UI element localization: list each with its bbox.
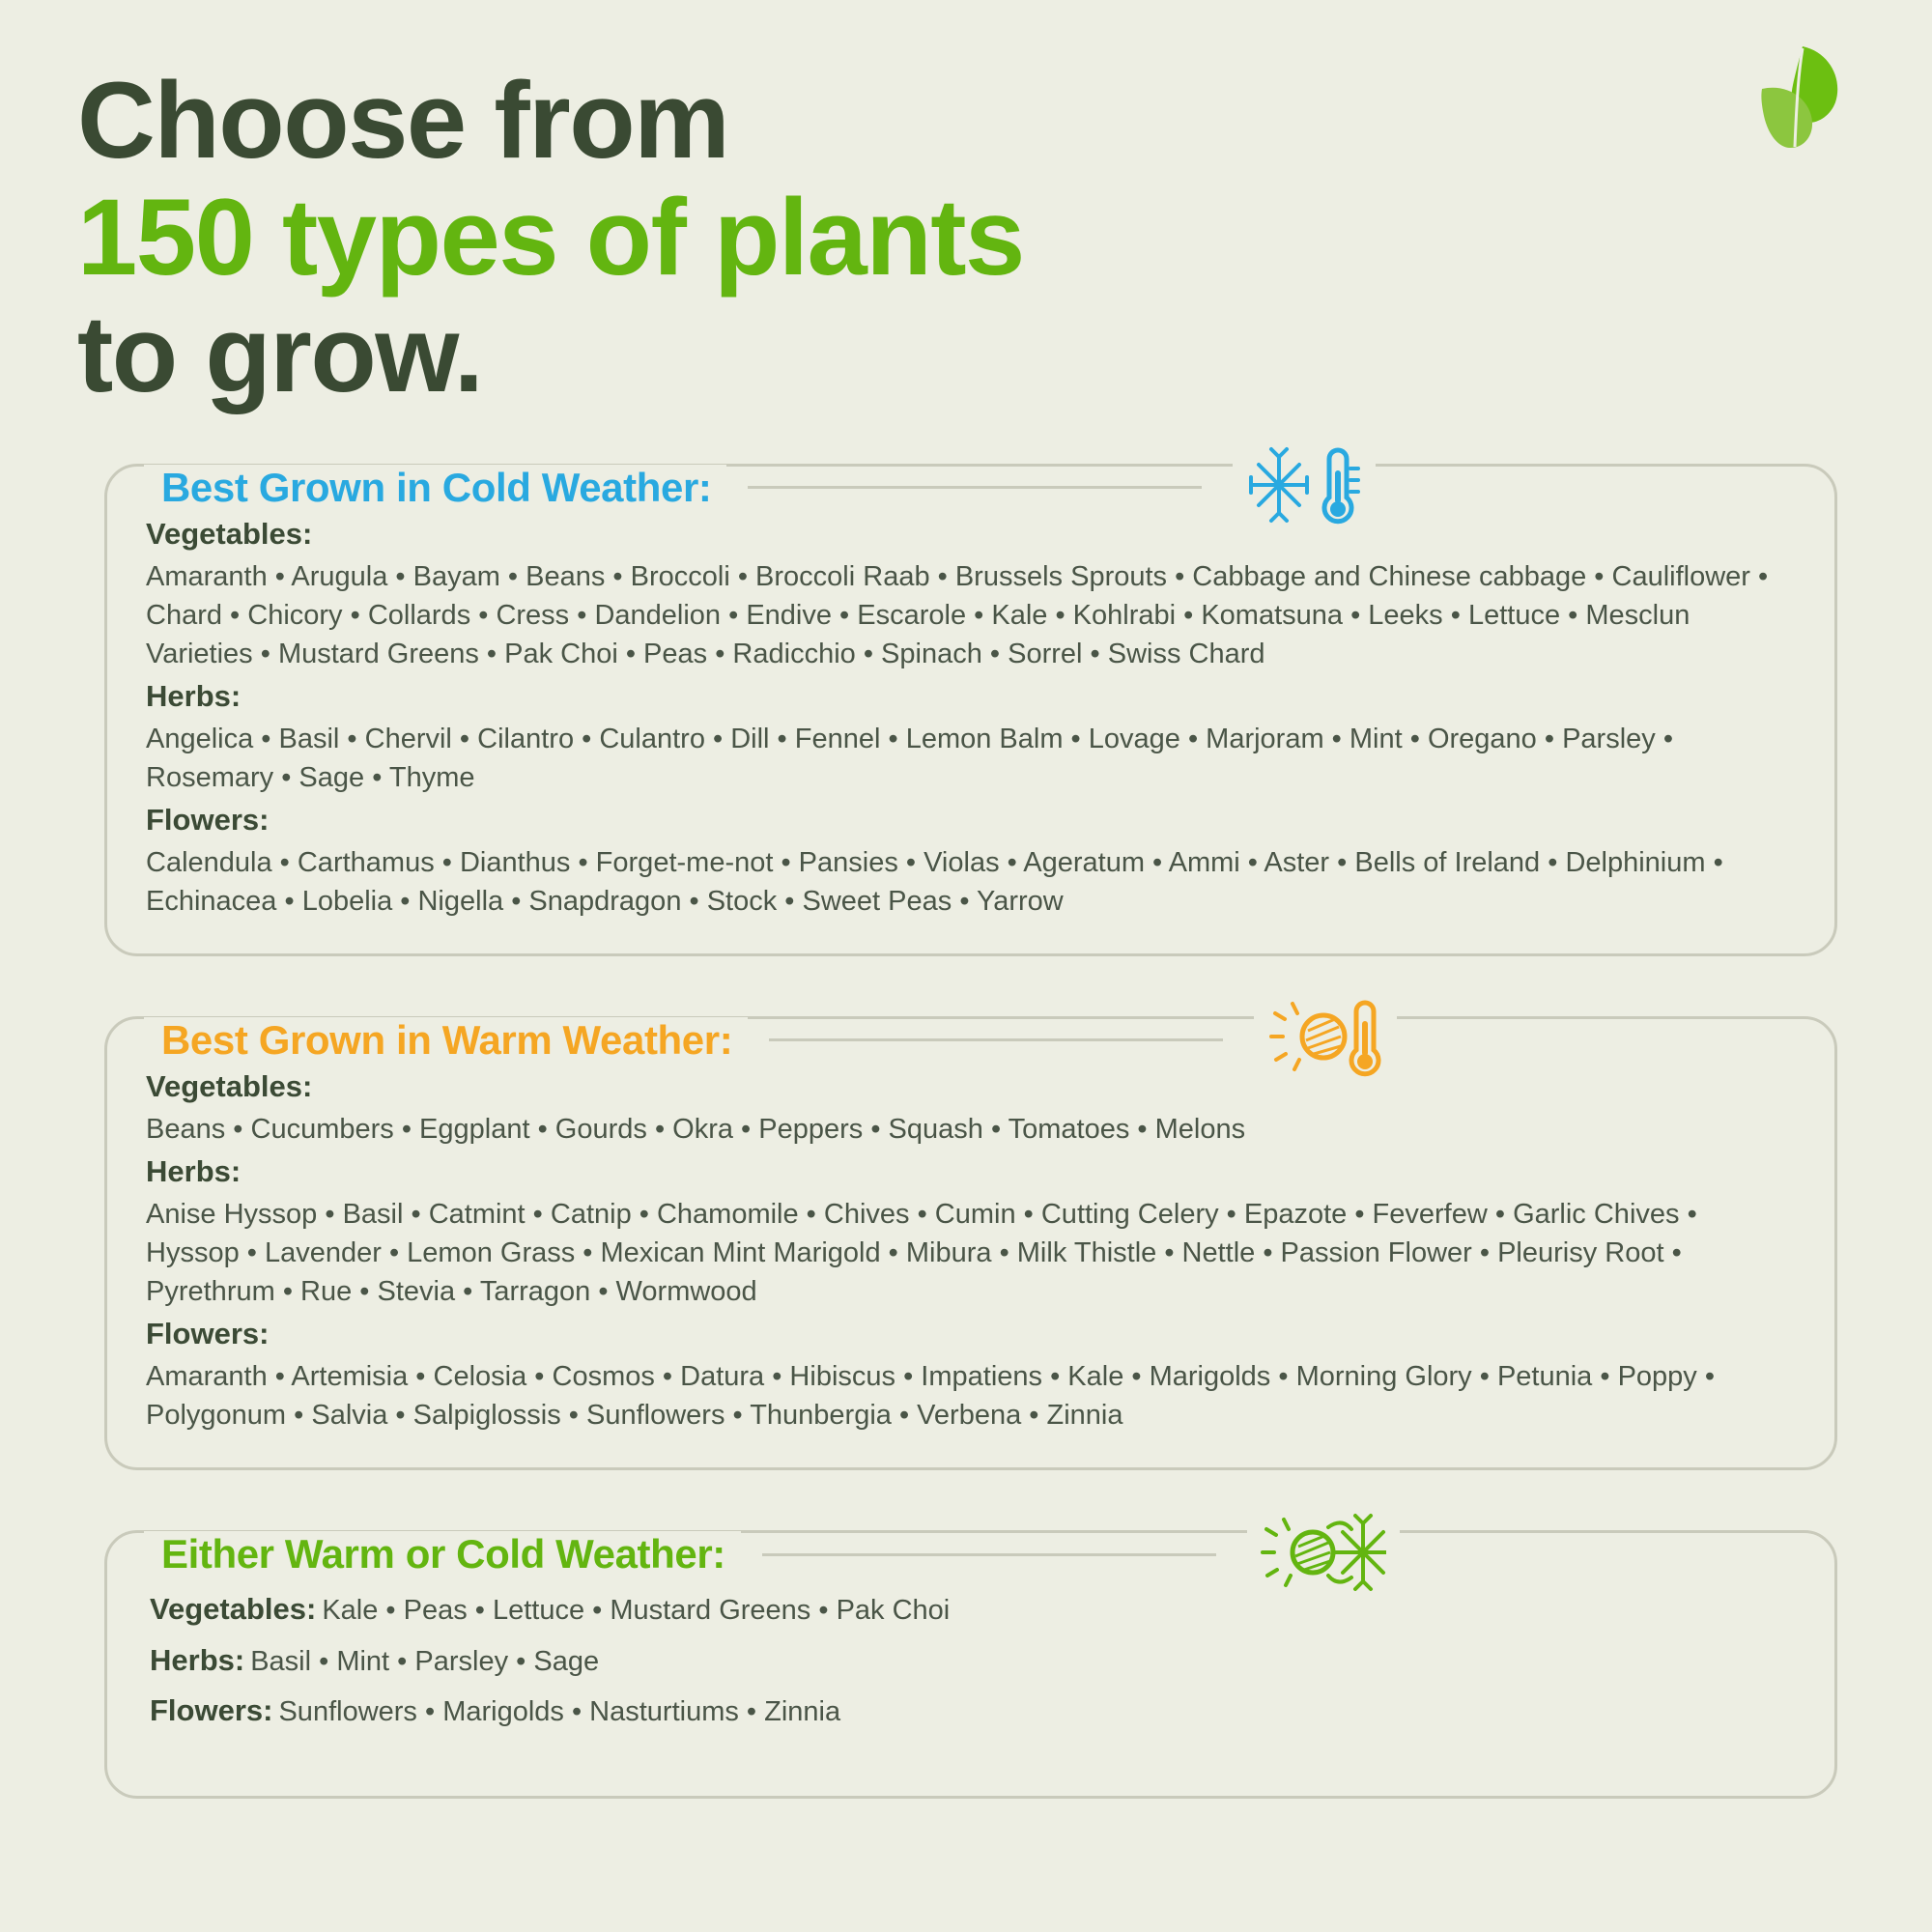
group-flowers — [146, 1689, 1796, 1734]
snowflake-thermometer-icon — [1233, 441, 1376, 534]
group-label: Vegetables: — [146, 516, 313, 551]
group-items: Beans • Cucumbers • Eggplant • Gourds • Okra • Peppers • Squash • Tomatoes • Melons — [146, 1113, 1246, 1145]
headline-line-3: to grow. — [77, 293, 483, 414]
section-title-either: Either Warm or Cold Weather: — [144, 1531, 741, 1577]
section-cold-weather — [104, 464, 1837, 956]
group-flowers — [146, 803, 1796, 921]
group-items: Angelica • Basil • Chervil • Cilantro • Culantro • Dill • Fennel • Lemon Balm • Lovage • Marjoram • Mint • Oregano • Parsley • Rosemary • Sage • Thyme — [146, 723, 1673, 793]
section-title-cold: Best Grown in Cold Weather: — [144, 465, 726, 511]
sun-thermometer-icon — [1254, 994, 1397, 1087]
section-header-cold — [144, 441, 1796, 534]
group-vegetables — [146, 517, 1796, 673]
section-header-either — [144, 1508, 1796, 1601]
group-herbs — [146, 1154, 1796, 1311]
group-label: Herbs: — [146, 678, 242, 713]
leaf-logo — [1747, 39, 1853, 155]
group-items: Amaranth • Artemisia • Celosia • Cosmos • Datura • Hibiscus • Impatiens • Kale • Marigolds • Morning Glory • Petunia • Poppy • Polygonum • Salvia • Salpiglossis • Sunflowers • Thunbergia • Verbena • Zinnia — [146, 1361, 1716, 1432]
headline-line-1: Choose from — [77, 60, 729, 181]
divider-rule — [762, 1553, 1216, 1556]
section-either-weather — [104, 1530, 1837, 1799]
group-herbs — [146, 1638, 1796, 1684]
group-label: Vegetables: — [150, 1592, 317, 1627]
section-title-warm: Best Grown in Warm Weather: — [144, 1017, 748, 1064]
group-label: Flowers: — [146, 802, 270, 837]
group-label: Herbs: — [146, 1153, 242, 1188]
page-title — [77, 53, 1864, 413]
sun-snowflake-icon — [1247, 1508, 1400, 1601]
group-items: Amaranth • Arugula • Bayam • Beans • Broccoli • Broccoli Raab • Brussels Sprouts • Cabbage and Chinese cabbage • Cauliflower • Chard • Chicory • Collards • Cress • Dandelion • Endive • Escarole • Kale • Kohlrabi • Komatsuna • Leeks • Lettuce • Mesclun Varieties • Mustard Greens • Pak Choi • Peas • Radicchio • Spinach • Sorrel • Swiss Chard — [146, 560, 1769, 669]
divider-rule — [769, 1038, 1223, 1041]
group-items: Anise Hyssop • Basil • Catmint • Catnip • Chamomile • Chives • Cumin • Cutting Celery • Epazote • Feverfew • Garlic Chives • Hyssop • Lavender • Lemon Grass • Mexican Mint Marigold • Mibura • Milk Thistle • Nettle • Passion Flower • Pleurisy Root • Pyrethrum • Rue • Stevia • Tarragon • Wormwood — [146, 1198, 1697, 1308]
group-label: Flowers: — [146, 1317, 270, 1351]
divider-rule — [748, 486, 1202, 489]
group-items: Calendula • Carthamus • Dianthus • Forget-me-not • Pansies • Violas • Ageratum • Ammi • Aster • Bells of Ireland • Delphinium • Echinacea • Lobelia • Nigella • Snapdragon • Stock • Sweet Peas • Yarrow — [146, 846, 1723, 917]
group-herbs — [146, 679, 1796, 797]
group-flowers — [146, 1317, 1796, 1435]
section-warm-weather — [104, 1016, 1837, 1470]
section-header-warm — [144, 994, 1796, 1087]
group-label: Vegetables: — [146, 1068, 313, 1103]
group-items: Sunflowers • Marigolds • Nasturtiums • Zinnia — [278, 1696, 841, 1728]
group-label: Flowers: — [150, 1693, 273, 1728]
group-items: Basil • Mint • Parsley • Sage — [250, 1645, 600, 1677]
headline-line-2: 150 types of plants — [77, 176, 1024, 298]
group-label: Herbs: — [150, 1642, 245, 1677]
group-items: Kale • Peas • Lettuce • Mustard Greens • Pak Choi — [322, 1595, 951, 1627]
